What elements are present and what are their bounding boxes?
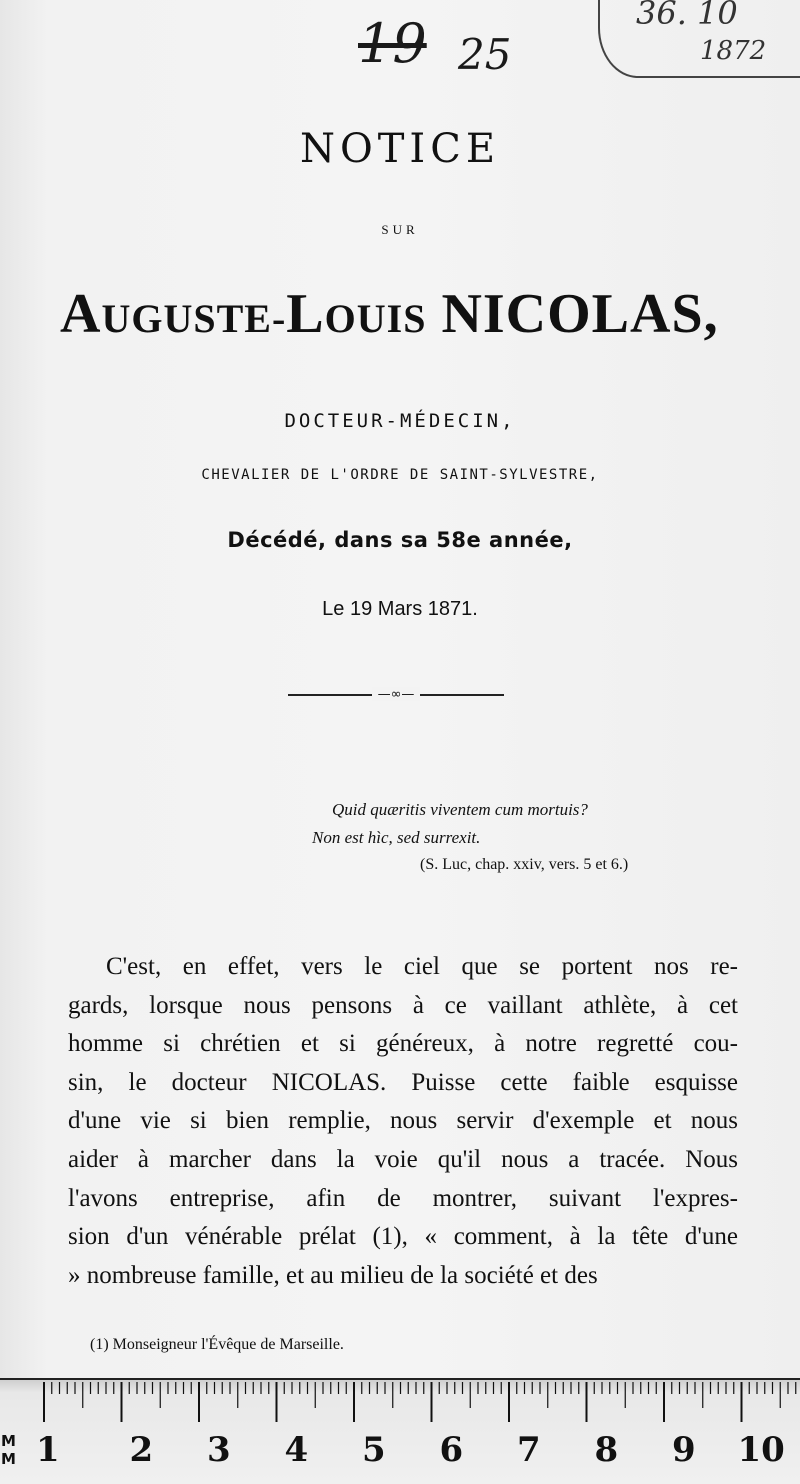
body-line: gards, lorsque nous pensons à ce vaillant athlète, à cet [68,991,738,1019]
ruler-number: 7 [517,1430,541,1470]
footnote: (1) Monseigneur l'Évêque de Marseille. [90,1336,344,1353]
handwritten-struck-number: 19 [358,12,427,75]
measurement-ruler [0,1378,800,1484]
epigraph-line-1: Quid quæritis viventem cum mortuis? [332,800,588,819]
body-paragraph [68,948,738,1295]
body-line: homme si chrétien et si généreux, à notre regretté cou- [68,1030,738,1058]
body-line: C'est, en effet, vers le ciel que se portent nos re- [106,953,738,980]
stamp-text: 36. 10 [636,0,738,32]
body-line: aider à marcher dans la voie qu'il nous a tracée. Nous [68,1145,738,1173]
rule-ornament: —∞— [372,687,420,701]
page-title: NOTICE [299,126,501,172]
title-preposition: SUR [381,222,419,237]
body-line: sin, le docteur NICOLAS. Puisse cette faible esquisse [68,1068,738,1096]
name-second-rest: OUIS [324,296,427,341]
ruler-number: 2 [129,1430,154,1470]
name-second-initial: L [286,283,325,345]
name-last: NICOLAS, [441,283,719,345]
name-first-rest: UGUSTE- [101,296,287,341]
handwritten-number: 25 [458,30,512,79]
epigraph-line-2: Non est hìc, sed surrexit. [312,828,481,847]
body-line: » nombreuse famille, et au milieu de la société et des [68,1261,598,1289]
deceased-line: Décédé, dans sa 58e année, [227,528,573,552]
ruler-number: 8 [594,1430,619,1470]
ruler-number: 3 [207,1430,231,1470]
order-title: CHEVALIER DE L'ORDRE DE SAINT-SYLVESTRE, [201,467,599,483]
stamp-year: 1872 [700,36,767,66]
ruler-number: 1 [36,1430,60,1470]
body-line: d'une vie si bien remplie, nous servir d'exemple et nous [68,1107,738,1135]
profession: DOCTEUR-MÉDECIN, [284,410,516,432]
ruler-number: 10 [737,1430,785,1470]
ruler-unit-label: M M [1,1432,16,1468]
ruler-number: 9 [672,1430,696,1470]
ruler-number: 5 [362,1430,386,1470]
subject-name [60,282,760,346]
death-date: Le 19 Mars 1871. [322,598,478,620]
ruler-number: 6 [439,1430,464,1470]
name-first-initial: A [60,283,102,345]
epigraph-reference: (S. Luc, chap. xxiv, vers. 5 et 6.) [420,856,629,873]
body-line: sion d'un vénérable prélat (1), « comment, à la tête d'une [68,1223,738,1251]
body-line: l'avons entreprise, afin de montrer, suivant l'expres- [68,1184,738,1212]
ruler-number: 4 [284,1430,309,1470]
